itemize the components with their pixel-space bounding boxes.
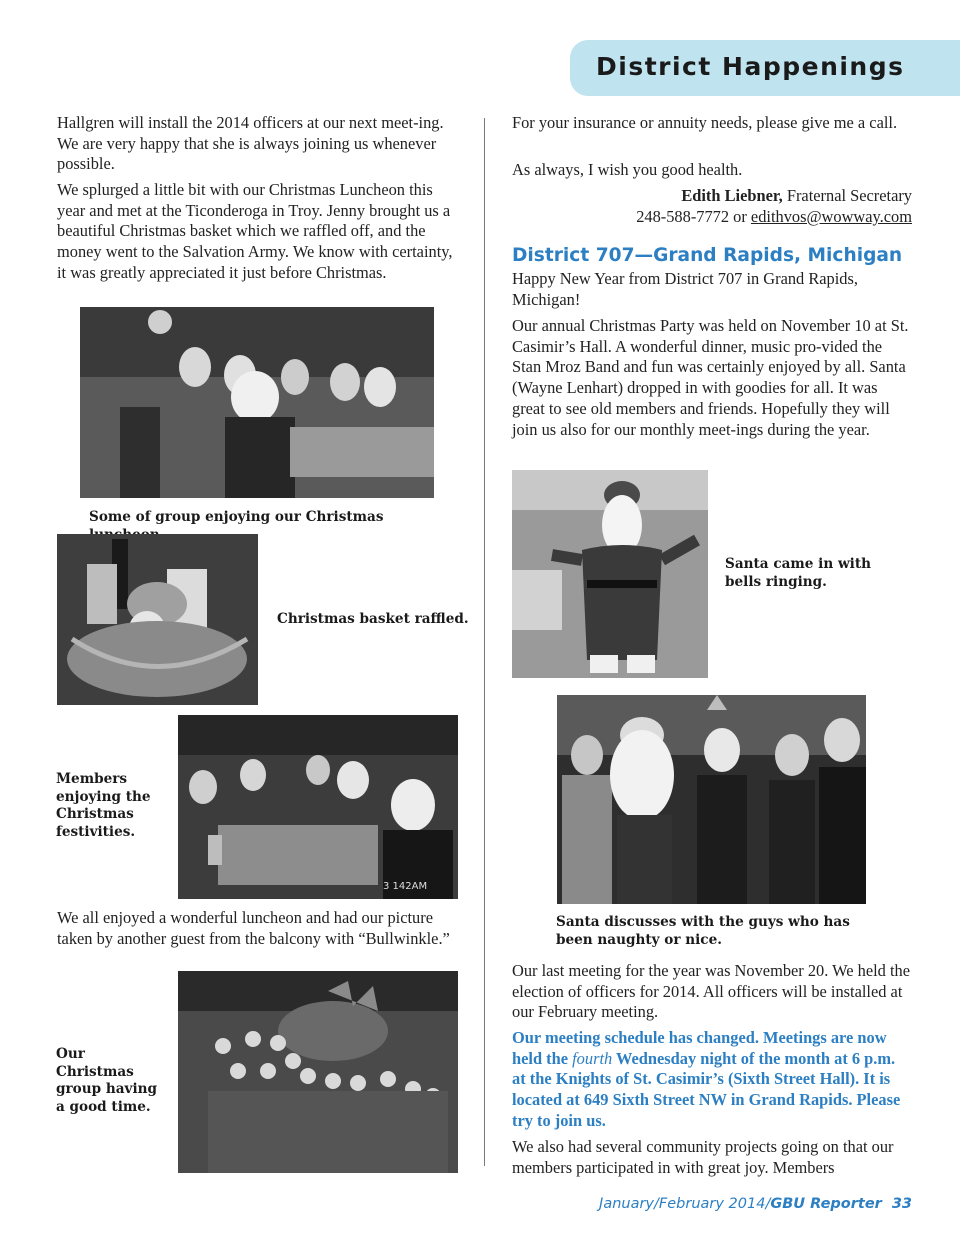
photo-christmas-basket [57, 534, 258, 705]
photo-timestamp: 3 142AM [383, 881, 428, 892]
district-707-heading: District 707—Grand Rapids, Michigan [512, 245, 903, 266]
photo-santa-with-guys [557, 695, 866, 904]
left-paragraph-1: Hallgren will install the 2014 officers at our next meet-ing. We are very happy that she is always joining us whenever possible. [57, 113, 444, 174]
column-divider [484, 118, 485, 1166]
notice-part-1: Our meeting schedule has changed. Meetings are now held the [512, 1028, 887, 1068]
photo-members-festivities [178, 715, 458, 899]
footer-issue: January/February 2014/ [599, 1196, 771, 1212]
meeting-schedule-notice [512, 1028, 912, 1132]
right-paragraph-4: Our annual Christmas Party was held on November 10 at St. Casimir’s Hall. A wonderful dinner, music pro-vided the Stan Mroz Band and fun was certainly enjoyed by all. Santa (Wayne Lenhart) dropped in with goodies for all. It was great to see old members and friends. Hopefully they will join us also for our monthly meet-ings during the year. [512, 316, 909, 439]
section-title: District Happenings [596, 52, 905, 81]
caption-basket: Christmas basket raffled. [277, 611, 469, 627]
photo-christmas-group [178, 971, 458, 1173]
right-paragraph-1: For your insurance or annuity needs, please give me a call. [512, 113, 898, 132]
notice-part-2: Wednesday night of the month at 6 p.m. at the Knights of St. Casimir’s (Sixth Street Hall). It is located at 649 Sixth Street NW in Grand Rapids. Please try to join us. [512, 1048, 901, 1130]
page-footer [599, 1196, 912, 1212]
signature-name: Edith Liebner, [681, 186, 783, 205]
section-banner [570, 40, 960, 96]
caption-members: Members enjoying the Christmas festivities. [56, 771, 151, 840]
caption-santa: Santa came in with bells ringing. [725, 556, 871, 590]
footer-page-number: 33 [891, 1196, 912, 1212]
caption-luncheon: Some of group enjoying our Christmas [89, 509, 384, 525]
signature-title: Fraternal Secretary [786, 186, 912, 205]
contact-line [512, 206, 912, 227]
photo-christmas-luncheon [80, 307, 434, 498]
contact-email-link[interactable]: edithvos@wowway.com [750, 207, 912, 226]
left-paragraph-3: We all enjoyed a wonderful luncheon and had our picture taken by another guest from the balcony with “Bullwinkle.” [57, 908, 450, 948]
right-paragraph-2: As always, I wish you good health. [512, 160, 743, 179]
contact-phone: 248-588-7772 or [636, 207, 747, 226]
footer-publication: GBU Reporter [770, 1196, 882, 1212]
caption-guys: Santa discusses with the guys who has been naughty or nice. [556, 914, 850, 948]
signature-line [512, 185, 912, 206]
right-paragraph-3: Happy New Year from District 707 in Grand Rapids, Michigan! [512, 269, 858, 309]
caption-group: Our Christmas group having a good time. [56, 1046, 157, 1115]
right-paragraph-6: We also had several community projects going on that our members participated in with great joy. Members [512, 1137, 894, 1177]
right-paragraph-5: Our last meeting for the year was November 20. We held the election of officers for 2014. All officers will be installed at our February meeting. [512, 961, 911, 1022]
left-paragraph-2: We splurged a little bit with our Christmas Luncheon this year and met at the Ticonderoga in Troy. Jenny brought us a beautiful Christmas basket which we raffled off, and the money went to the Salvation Army. We know with certainty, it was greatly appreciated it just before Christmas. [57, 180, 453, 282]
notice-fourth: fourth [572, 1048, 613, 1068]
photo-santa-bells [512, 470, 708, 678]
